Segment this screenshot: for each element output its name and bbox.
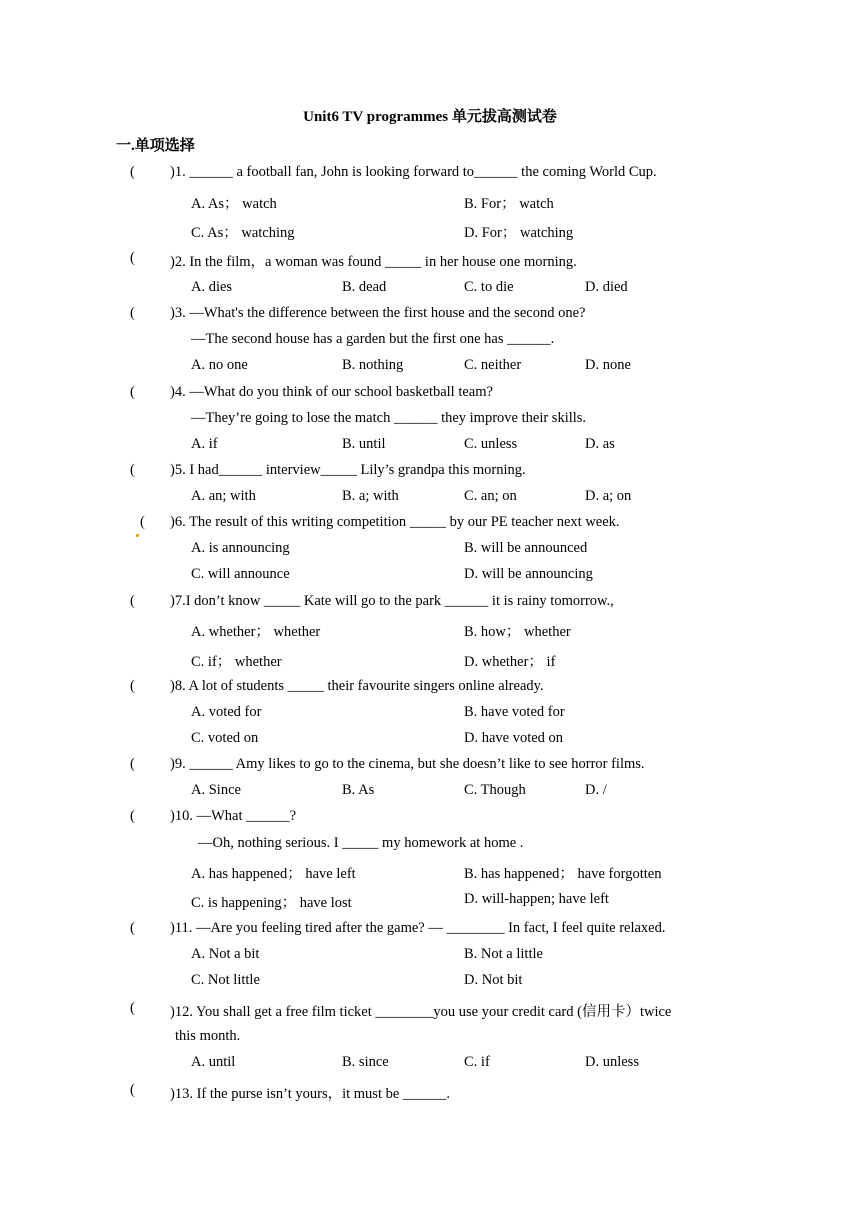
question-paren: (: [130, 305, 135, 321]
option-c: C. if； whether: [191, 654, 282, 670]
question-stem: )12. You shall get a free film ticket ________you use your credit card (信用卡）twice: [170, 1004, 672, 1020]
option-a: A. whether； whether: [191, 624, 321, 640]
question-stem: )1. ______ a football fan, John is looking forward to______ the coming World Cup.: [170, 164, 657, 180]
question-paren: (: [130, 164, 135, 180]
question-paren: (: [130, 1082, 135, 1098]
option-b: B. nothing: [342, 357, 404, 373]
option-d: D. unless: [585, 1054, 639, 1070]
option-d: D. died: [585, 279, 628, 295]
option-b: B. until: [342, 436, 386, 452]
page-title: Unit6 TV programmes 单元拔高测试卷: [303, 109, 557, 125]
option-d: D. whether； if: [464, 654, 556, 670]
question-stem-cont: —The second house has a garden but the first one has ______.: [191, 331, 555, 347]
option-b: B. have voted for: [464, 704, 565, 720]
option-c: C. an; on: [464, 488, 517, 504]
section-heading: 一.单项选择: [116, 138, 195, 154]
option-b: B. a; with: [342, 488, 399, 504]
question-stem: )6. The result of this writing competition _____ by our PE teacher next week.: [170, 514, 620, 530]
question-stem: )7.I don’t know _____ Kate will go to the park ______ it is rainy tomorrow.,: [170, 593, 614, 609]
option-c: C. voted on: [191, 730, 259, 746]
option-b: B. how； whether: [464, 624, 571, 640]
question-stem: )9. ______ Amy likes to go to the cinema, but she doesn’t like to see horror films.: [170, 756, 645, 772]
option-b: B. dead: [342, 279, 387, 295]
option-b: B. will be announced: [464, 540, 588, 556]
question-paren: (: [130, 678, 135, 694]
option-a: A. is announcing: [191, 540, 290, 556]
question-stem-cont: this month.: [175, 1028, 241, 1044]
question-paren: (: [130, 920, 135, 936]
option-d: D. Not bit: [464, 972, 523, 988]
option-b: B. since: [342, 1054, 389, 1070]
question-stem-cont: —Oh, nothing serious. I _____ my homework at home .: [198, 835, 524, 851]
option-d: D. will-happen; have left: [464, 891, 609, 907]
question-paren: (: [130, 250, 135, 266]
question-paren: (: [130, 808, 135, 824]
option-b: B. Not a little: [464, 946, 543, 962]
question-stem: )4. —What do you think of our school basketball team?: [170, 384, 493, 400]
option-a: A. voted for: [191, 704, 262, 720]
question-stem: )8. A lot of students _____ their favourite singers online already.: [170, 678, 544, 694]
option-d: D. none: [585, 357, 631, 373]
question-stem: )5. I had______ interview_____ Lily’s grandpa this morning.: [170, 462, 526, 478]
option-b: B. has happened； have forgotten: [464, 866, 662, 882]
question-paren: (: [130, 756, 135, 772]
option-c: C. will announce: [191, 566, 290, 582]
option-a: A. Not a bit: [191, 946, 260, 962]
option-c: C. Not little: [191, 972, 260, 988]
mark-dot: [136, 522, 139, 539]
option-d: D. a; on: [585, 488, 632, 504]
question-paren: (: [140, 514, 145, 530]
question-stem: )3. —What's the difference between the first house and the second one?: [170, 305, 586, 321]
option-d: D. /: [585, 782, 607, 798]
option-a: A. an; with: [191, 488, 256, 504]
option-c: C. unless: [464, 436, 518, 452]
option-a: A. has happened； have left: [191, 866, 356, 882]
question-paren: (: [130, 593, 135, 609]
option-a: A. if: [191, 436, 218, 452]
question-paren: (: [130, 384, 135, 400]
question-paren: (: [130, 462, 135, 478]
question-stem: )10. —What ______?: [170, 808, 297, 824]
question-stem-cont: —They’re going to lose the match ______ they improve their skills.: [191, 410, 587, 426]
option-c: C. Though: [464, 782, 526, 798]
option-d: D. will be announcing: [464, 566, 593, 582]
question-stem: )11. —Are you feeling tired after the game? — ________ In fact, I feel quite relaxed.: [170, 920, 666, 936]
option-a: A. until: [191, 1054, 236, 1070]
option-b: B. For； watch: [464, 196, 554, 212]
option-c: C. is happening； have lost: [191, 895, 352, 911]
option-b: B. As: [342, 782, 375, 798]
option-a: A. As； watch: [191, 196, 277, 212]
option-d: D. as: [585, 436, 615, 452]
option-c: C. neither: [464, 357, 522, 373]
option-a: A. no one: [191, 357, 248, 373]
option-c: C. to die: [464, 279, 514, 295]
question-stem: )13. If the purse isn’t yours，it must be ______.: [170, 1086, 451, 1102]
question-paren: (: [130, 1000, 135, 1016]
option-d: D. For； watching: [464, 225, 574, 241]
option-a: A. dies: [191, 279, 233, 295]
option-a: A. Since: [191, 782, 241, 798]
option-c: C. As； watching: [191, 225, 295, 241]
question-stem: )2. In the film，a woman was found _____ in her house one morning.: [170, 254, 577, 270]
option-d: D. have voted on: [464, 730, 564, 746]
option-c: C. if: [464, 1054, 490, 1070]
